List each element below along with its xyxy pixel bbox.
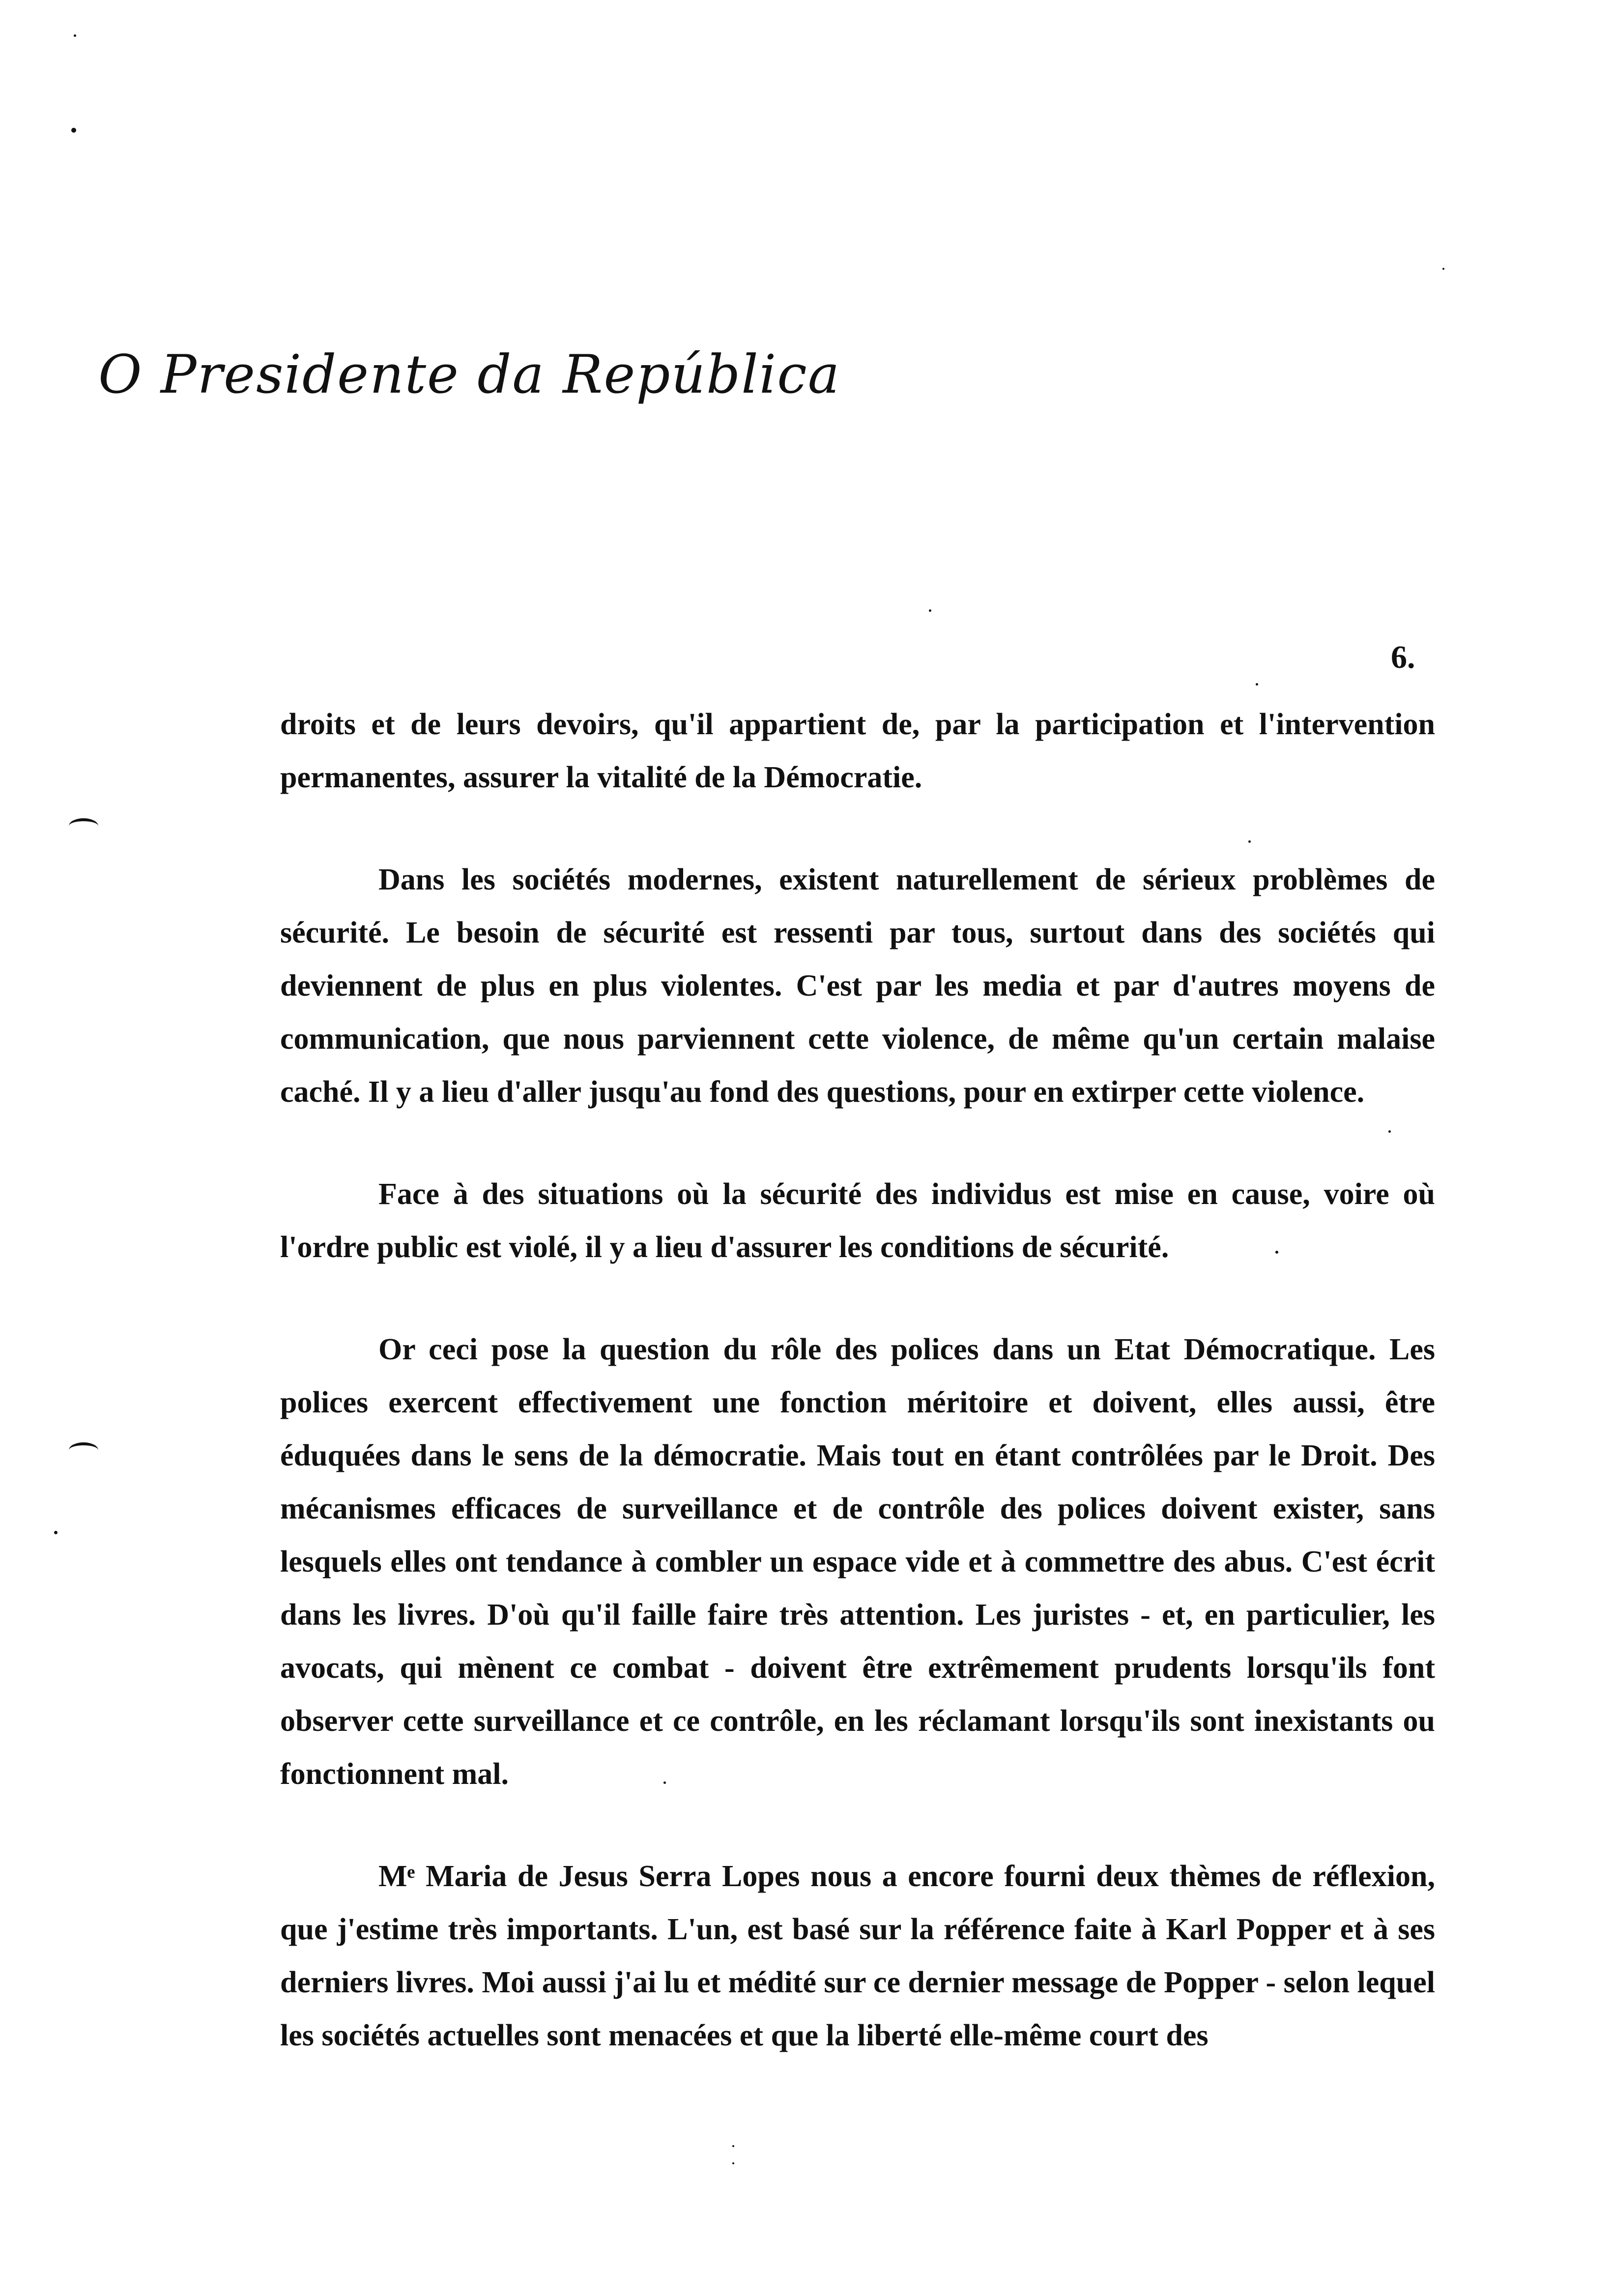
body-text	[280, 698, 1435, 2111]
paragraph: Or ceci pose la question du rôle des polices dans un Etat Démocratique. Les polices exercent effectivement une fonction méritoire et doivent, elles aussi, être éduquées dans le sens de la démocratie. Mais tout en étant contrôlées par le Droit. Des mécanismes efficaces de surveillance et de contrôle des polices doivent exister, sans lesquels elles ont tendance à combler un espace vide et à commettre des abus. C'est écrit dans les livres. D'où qu'il faille faire très attention. Les juristes - et, en particulier, les avocats, qui mènent ce combat - doivent être extrêmement prudents lorsqu'ils font observer cette surveillance et ce contrôle, en les réclamant lorsqu'ils sont inexistants ou fonctionnent mal.	[280, 1333, 1435, 1791]
scan-speck	[1248, 840, 1251, 843]
scan-speck	[74, 34, 76, 37]
scan-speck	[71, 128, 76, 133]
punch-hole-mark	[69, 1442, 98, 1458]
paragraph: droits et de leurs devoirs, qu'il appartient de, par la participation et l'intervention permanentes, assurer la vitalité de la Démocratie.	[280, 708, 1435, 794]
scan-speck	[929, 609, 931, 612]
punch-hole-mark	[69, 818, 98, 834]
scan-speck	[732, 2145, 734, 2147]
scan-speck	[1256, 683, 1258, 686]
paragraph: Mᵉ Maria de Jesus Serra Lopes nous a encore fourni deux thèmes de réflexion, que j'estime très importants. L'un, est basé sur la référence faite à Karl Popper et à ses derniers livres. Moi aussi j'ai lu et médité sur ce dernier message de Popper - selon lequel les sociétés actuelles sont menacées et que la liberté elle-même court des	[280, 1860, 1435, 2052]
scan-speck	[1275, 1251, 1278, 1254]
scan-speck	[1388, 1130, 1391, 1133]
page-number: 6.	[1391, 639, 1415, 675]
letterhead: O Presidente da República	[98, 344, 841, 405]
scan-speck	[54, 1531, 58, 1534]
scan-speck	[1442, 268, 1444, 270]
scan-speck	[663, 1781, 666, 1784]
scan-speck	[732, 2162, 734, 2164]
paragraph: Dans les sociétés modernes, existent naturellement de sérieux problèmes de sécurité. Le besoin de sécurité est ressenti par tous, surtout dans des sociétés qui deviennent de plus en plus violentes. C'est par les media et par d'autres moyens de communication, que nous parviennent cette violence, de même qu'un certain malaise caché. Il y a lieu d'aller jusqu'au fond des questions, pour en extirper cette violence.	[280, 863, 1435, 1109]
paragraph: Face à des situations où la sécurité des individus est mise en cause, voire où l'ordre public est violé, il y a lieu d'assurer les conditions de sécurité.	[280, 1177, 1435, 1264]
